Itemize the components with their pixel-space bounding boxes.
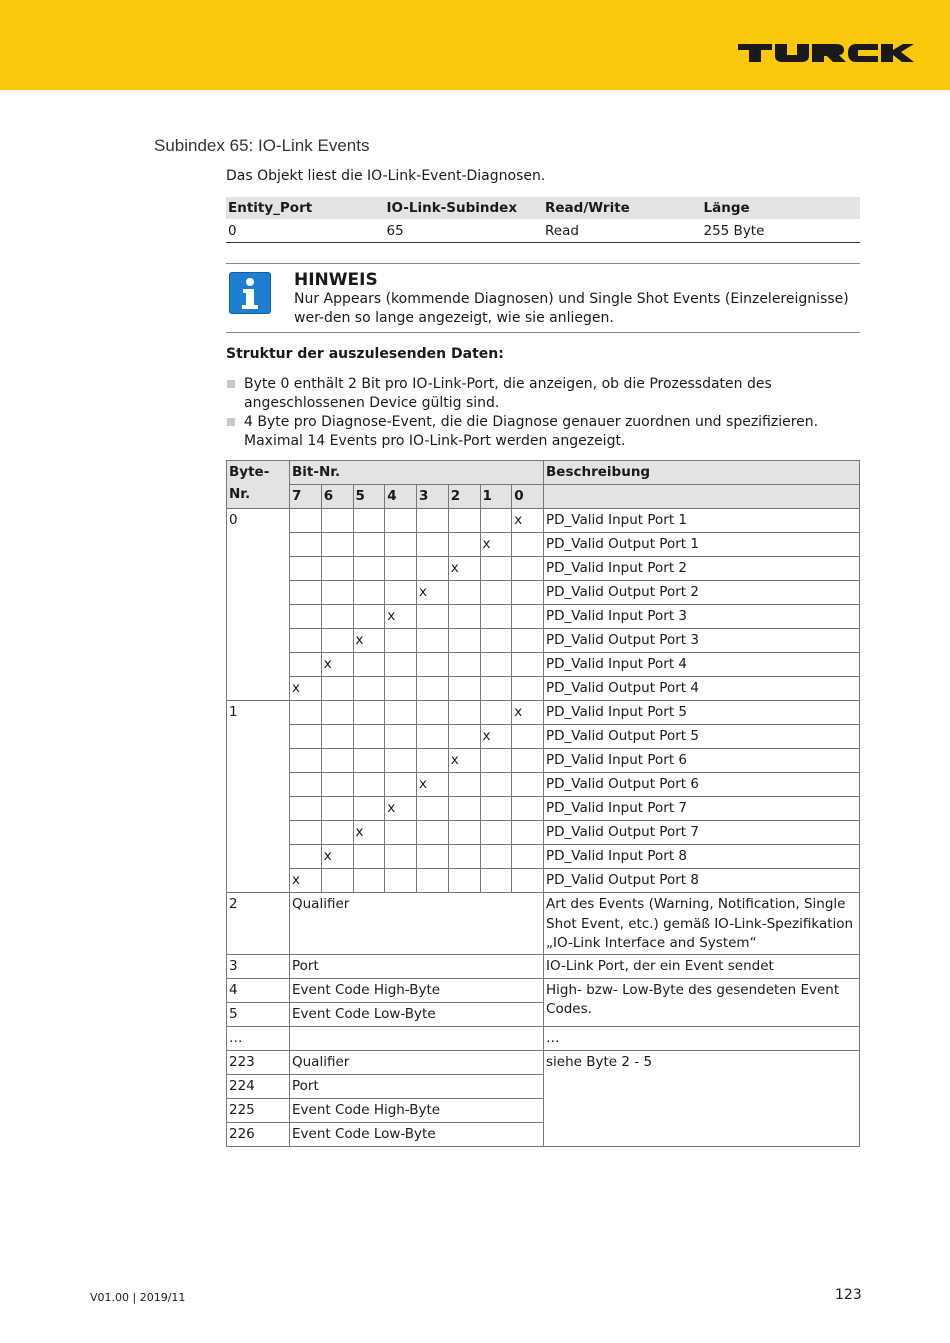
bit-cell <box>417 701 449 725</box>
table-row <box>227 773 860 797</box>
description: PD_Valid Output Port 6 <box>544 773 860 797</box>
description: PD_Valid Output Port 7 <box>544 821 860 845</box>
byte-number: 224 <box>227 1074 290 1098</box>
field-name: Event Code High-Byte <box>290 1098 544 1122</box>
description: PD_Valid Input Port 2 <box>544 557 860 581</box>
header-entity-port: Entity_Port <box>226 197 385 219</box>
bit-cell <box>385 629 417 653</box>
bit-cell <box>512 725 544 749</box>
bit-cell <box>385 653 417 677</box>
bit-cell <box>321 869 353 893</box>
note-box <box>226 263 860 333</box>
bit-cell <box>417 797 449 821</box>
table-row <box>227 509 860 533</box>
bit-cell: x <box>480 725 512 749</box>
bit-cell <box>448 869 480 893</box>
description: Art des Events (Warning, Notification, Single Shot Event, etc.) gemäß IO-Link-Spezifikation „IO-Link Interface and System“ <box>544 893 860 955</box>
bit-cell <box>353 677 385 701</box>
field-name <box>290 1026 544 1050</box>
bit-cell <box>385 749 417 773</box>
bullet-item: Byte 0 enthält 2 Bit pro IO-Link-Port, die anzeigen, ob die Prozessdaten des angeschlossenen Device gültig sind. <box>226 375 866 413</box>
table-row <box>227 653 860 677</box>
bit-cell <box>385 869 417 893</box>
intro-text: Das Objekt liest die IO-Link-Event-Diagnosen. <box>226 168 546 184</box>
bit-cell <box>512 557 544 581</box>
bit-cell <box>448 773 480 797</box>
table-row <box>227 954 860 978</box>
bit-cell <box>480 797 512 821</box>
bit-cell <box>353 605 385 629</box>
header-description-blank <box>544 485 860 509</box>
info-icon <box>229 272 271 314</box>
bit-cell <box>353 845 385 869</box>
turck-logo <box>738 42 914 64</box>
table-row <box>227 869 860 893</box>
bit-cell <box>480 869 512 893</box>
bit-cell <box>512 773 544 797</box>
bit-cell <box>385 581 417 605</box>
bit-cell <box>321 581 353 605</box>
bit-cell <box>321 605 353 629</box>
bit-cell <box>512 749 544 773</box>
bit-cell <box>448 797 480 821</box>
bit-cell: x <box>417 581 449 605</box>
bit-cell <box>417 677 449 701</box>
table-row <box>227 821 860 845</box>
bit-cell <box>417 557 449 581</box>
header-subindex: IO-Link-Subindex <box>385 197 544 219</box>
bit-cell <box>321 533 353 557</box>
bit-cell <box>321 557 353 581</box>
table-row <box>227 533 860 557</box>
cell-entity-port: 0 <box>226 219 385 243</box>
bit-cell <box>290 653 322 677</box>
bit-cell <box>353 869 385 893</box>
bit-cell <box>290 629 322 653</box>
bit-cell: x <box>480 533 512 557</box>
description: PD_Valid Input Port 4 <box>544 653 860 677</box>
field-name: Port <box>290 954 544 978</box>
header-byte-nr: Byte-Nr. <box>227 461 290 509</box>
bit-cell <box>385 845 417 869</box>
table-row <box>227 1026 860 1050</box>
description: PD_Valid Input Port 6 <box>544 749 860 773</box>
bit-cell <box>512 869 544 893</box>
bit-cell: x <box>321 653 353 677</box>
header-description: Beschreibung <box>544 461 860 485</box>
bit-cell <box>353 773 385 797</box>
bit-cell <box>480 605 512 629</box>
bit-cell <box>480 701 512 725</box>
bit-cell <box>290 509 322 533</box>
table-row <box>227 845 860 869</box>
byte-number: … <box>227 1026 290 1050</box>
bit-cell <box>480 581 512 605</box>
table-row <box>227 701 860 725</box>
bit-header-7: 7 <box>290 485 322 509</box>
bullet-list <box>226 375 866 451</box>
description: siehe Byte 2 - 5 <box>544 1050 860 1146</box>
table-row <box>227 797 860 821</box>
bit-header-4: 4 <box>385 485 417 509</box>
note-text: Nur Appears (kommende Diagnosen) und Single Shot Events (Einzelereignisse) wer-den so lange angezeigt, wie sie anliegen. <box>294 291 849 326</box>
bit-cell <box>448 677 480 701</box>
bit-cell <box>448 533 480 557</box>
bit-cell <box>353 581 385 605</box>
table-row <box>227 725 860 749</box>
bit-cell <box>321 677 353 701</box>
byte-number: 225 <box>227 1098 290 1122</box>
object-meta-table <box>226 197 860 243</box>
description: High- bzw- Low-Byte des gesendeten Event Codes. <box>544 978 860 1026</box>
field-name: Event Code High-Byte <box>290 978 544 1002</box>
bit-cell <box>417 629 449 653</box>
description: PD_Valid Output Port 8 <box>544 869 860 893</box>
bit-cell <box>480 821 512 845</box>
bit-cell <box>353 749 385 773</box>
bit-cell <box>321 725 353 749</box>
bit-cell: x <box>512 509 544 533</box>
bit-cell <box>385 509 417 533</box>
bit-cell <box>321 509 353 533</box>
byte-number: 226 <box>227 1122 290 1146</box>
bit-cell <box>480 653 512 677</box>
table-row <box>227 749 860 773</box>
bit-cell <box>353 797 385 821</box>
bit-cell <box>385 701 417 725</box>
bit-cell <box>353 725 385 749</box>
bit-cell <box>480 509 512 533</box>
bit-cell <box>512 845 544 869</box>
cell-length: 255 Byte <box>702 219 861 243</box>
bit-cell <box>448 725 480 749</box>
description: PD_Valid Output Port 2 <box>544 581 860 605</box>
bit-cell <box>512 581 544 605</box>
table-row <box>227 1050 860 1074</box>
bit-cell <box>385 821 417 845</box>
description: PD_Valid Output Port 3 <box>544 629 860 653</box>
byte-number: 1 <box>227 701 290 893</box>
table-row <box>227 581 860 605</box>
description: PD_Valid Input Port 3 <box>544 605 860 629</box>
bit-cell <box>321 797 353 821</box>
byte-number: 5 <box>227 1002 290 1026</box>
description: PD_Valid Output Port 1 <box>544 533 860 557</box>
footer-version: V01.00 | 2019/11 <box>90 1291 186 1304</box>
header-read-write: Read/Write <box>543 197 702 219</box>
cell-subindex: 65 <box>385 219 544 243</box>
bit-cell <box>480 773 512 797</box>
bit-cell: x <box>417 773 449 797</box>
bit-cell: x <box>448 749 480 773</box>
bit-cell <box>290 581 322 605</box>
description: PD_Valid Input Port 1 <box>544 509 860 533</box>
byte-number: 223 <box>227 1050 290 1074</box>
bit-cell <box>290 725 322 749</box>
bit-cell: x <box>385 797 417 821</box>
bit-cell <box>448 845 480 869</box>
bit-header-0: 0 <box>512 485 544 509</box>
bit-cell <box>353 509 385 533</box>
bit-cell <box>353 653 385 677</box>
bit-cell <box>480 677 512 701</box>
bit-cell <box>448 581 480 605</box>
bit-cell <box>385 677 417 701</box>
bit-cell <box>321 821 353 845</box>
bit-cell <box>321 701 353 725</box>
byte-number: 2 <box>227 893 290 955</box>
description: … <box>544 1026 860 1050</box>
description: IO-Link Port, der ein Event sendet <box>544 954 860 978</box>
note-title: HINWEIS <box>294 270 378 290</box>
bit-cell <box>353 557 385 581</box>
section-title: Subindex 65: IO-Link Events <box>154 136 370 155</box>
bit-cell: x <box>385 605 417 629</box>
field-name: Event Code Low-Byte <box>290 1002 544 1026</box>
header-bit-nr: Bit-Nr. <box>290 461 544 485</box>
bit-cell: x <box>321 845 353 869</box>
bit-cell <box>417 509 449 533</box>
table-row <box>227 893 860 955</box>
table-row <box>227 677 860 701</box>
bit-cell <box>385 773 417 797</box>
bit-cell <box>290 797 322 821</box>
bit-cell <box>290 845 322 869</box>
table-row <box>227 557 860 581</box>
bit-cell <box>417 605 449 629</box>
bit-cell <box>385 533 417 557</box>
bit-header-5: 5 <box>353 485 385 509</box>
bit-cell <box>448 653 480 677</box>
bit-header-1: 1 <box>480 485 512 509</box>
bit-cell <box>353 533 385 557</box>
header-bar <box>0 0 950 90</box>
byte-number: 4 <box>227 978 290 1002</box>
bit-cell <box>448 509 480 533</box>
bit-cell <box>290 821 322 845</box>
bit-cell <box>385 557 417 581</box>
page-number: 123 <box>835 1287 862 1303</box>
bit-cell <box>321 773 353 797</box>
field-name: Qualifier <box>290 1050 544 1074</box>
bit-cell <box>512 605 544 629</box>
bit-cell <box>512 629 544 653</box>
bit-cell: x <box>353 821 385 845</box>
bit-cell <box>512 797 544 821</box>
description: PD_Valid Input Port 7 <box>544 797 860 821</box>
field-name: Qualifier <box>290 893 544 955</box>
table-row <box>227 605 860 629</box>
bullet-item: 4 Byte pro Diagnose-Event, die die Diagnose genauer zuordnen und spezifizieren. Maximal 14 Events pro IO-Link-Port werden angezeigt. <box>226 413 866 451</box>
bit-header-3: 3 <box>417 485 449 509</box>
table-row <box>227 629 860 653</box>
bit-cell <box>448 821 480 845</box>
bit-cell <box>417 821 449 845</box>
bit-cell <box>512 533 544 557</box>
bit-cell: x <box>290 869 322 893</box>
bit-header-6: 6 <box>321 485 353 509</box>
bit-cell: x <box>512 701 544 725</box>
bit-cell <box>417 725 449 749</box>
bit-header-2: 2 <box>448 485 480 509</box>
cell-read-write: Read <box>543 219 702 243</box>
bit-cell <box>321 629 353 653</box>
bit-cell <box>353 701 385 725</box>
bit-cell: x <box>290 677 322 701</box>
bit-cell <box>321 749 353 773</box>
bit-cell <box>480 557 512 581</box>
bit-cell: x <box>353 629 385 653</box>
data-structure-table <box>226 460 860 1147</box>
bit-cell <box>448 701 480 725</box>
bit-cell <box>417 653 449 677</box>
bit-cell <box>448 629 480 653</box>
bit-cell <box>417 845 449 869</box>
bit-cell <box>417 869 449 893</box>
field-name: Port <box>290 1074 544 1098</box>
description: PD_Valid Output Port 4 <box>544 677 860 701</box>
bit-cell <box>290 533 322 557</box>
header-length: Länge <box>702 197 861 219</box>
structure-heading: Struktur der auszulesenden Daten: <box>226 346 504 362</box>
bit-cell <box>512 653 544 677</box>
bit-cell <box>417 749 449 773</box>
description: PD_Valid Output Port 5 <box>544 725 860 749</box>
bit-cell <box>480 629 512 653</box>
bit-cell <box>417 533 449 557</box>
bit-cell <box>512 821 544 845</box>
bit-cell <box>480 749 512 773</box>
byte-number: 0 <box>227 509 290 701</box>
table-row <box>227 978 860 1002</box>
byte-number: 3 <box>227 954 290 978</box>
bit-cell <box>290 557 322 581</box>
description: PD_Valid Input Port 8 <box>544 845 860 869</box>
field-name: Event Code Low-Byte <box>290 1122 544 1146</box>
bit-cell <box>290 749 322 773</box>
bit-cell <box>385 725 417 749</box>
bit-cell <box>290 701 322 725</box>
bit-cell <box>290 773 322 797</box>
bit-cell <box>512 677 544 701</box>
bit-cell <box>448 605 480 629</box>
bit-cell <box>480 845 512 869</box>
description: PD_Valid Input Port 5 <box>544 701 860 725</box>
bit-cell <box>290 605 322 629</box>
bit-cell: x <box>448 557 480 581</box>
